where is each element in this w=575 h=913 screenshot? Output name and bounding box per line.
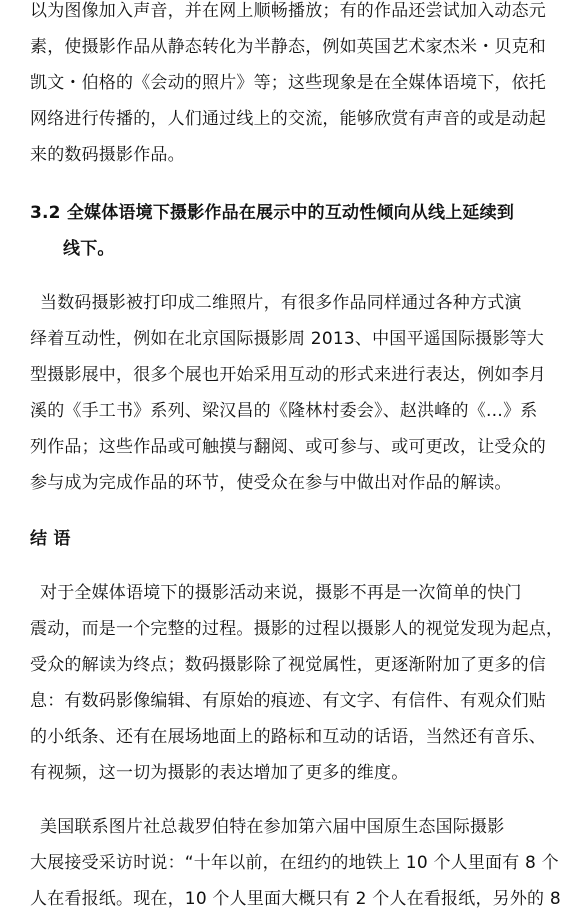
intro-line-5: 来的数码摄影作品。 (30, 145, 185, 165)
conclusion-line-2: 震动，而是一个完整的过程。摄影的过程以摄影人的视觉发现为起点， (30, 619, 564, 639)
conclusion-line-3: 受众的解读为终点；数码摄影除了视觉属性，更逐渐附加了更多的信 (30, 655, 546, 675)
section-line-5: 列作品；这些作品或可触摸与翻阅、或可参与、或可更改，让受众的 (30, 437, 546, 457)
section-heading-line-1: 3.2 全媒体语境下摄影作品在展示中的互动性倾向从线上延续到 (30, 203, 515, 223)
intro-line-4: 网络进行传播的，人们通过线上的交流，能够欣赏有声音的或是动起 (30, 109, 546, 129)
section-line-4: 溪的《手工书》系列、梁汉昌的《隆林村委会》、赵洪峰的《…》系 (30, 401, 538, 421)
final-line-1: 美国联系图片社总裁罗伯特在参加第六届中国原生态国际摄影 (40, 817, 505, 837)
conclusion-line-1: 对于全媒体语境下的摄影活动来说，摄影不再是一次简单的快门 (40, 583, 522, 603)
section-line-2: 绎着互动性，例如在北京国际摄影周 2013、中国平遥国际摄影等大 (30, 329, 545, 349)
conclusion-line-6: 有视频，这一切为摄影的表达增加了更多的维度。 (30, 763, 409, 783)
conclusion-line-5: 的小纸条、还有在展场地面上的路标和互动的话语，当然还有音乐、 (30, 727, 546, 747)
intro-line-2: 素，使摄影作品从静态转化为半静态，例如英国艺术家杰米・贝克和 (30, 37, 546, 57)
section-heading-line-2: 线下。 (63, 239, 115, 259)
final-line-3: 人在看报纸。现在，10 个人里面大概只有 2 个人在看报纸，另外的 8 (30, 889, 561, 909)
section-line-6: 参与成为完成作品的环节，使受众在参与中做出对作品的解读。 (30, 473, 512, 493)
conclusion-line-4: 息：有数码影像编辑、有原始的痕迹、有文字、有信件、有观众们贴 (30, 691, 546, 711)
intro-line-1: 以为图像加入声音，并在网上顺畅播放；有的作品还尝试加入动态元 (30, 1, 546, 21)
final-line-2: 大展接受采访时说：“十年以前，在纽约的地铁上 10 个人里面有 8 个 (30, 853, 559, 873)
section-line-3: 型摄影展中，很多个展也开始采用互动的形式来进行表达，例如李月 (30, 365, 546, 385)
intro-line-3: 凯文・伯格的《会动的照片》等；这些现象是在全媒体语境下，依托 (30, 73, 546, 93)
section-line-1: 当数码摄影被打印成二维照片，有很多作品同样通过各种方式演 (40, 293, 522, 313)
conclusion-heading: 结 语 (30, 529, 71, 549)
